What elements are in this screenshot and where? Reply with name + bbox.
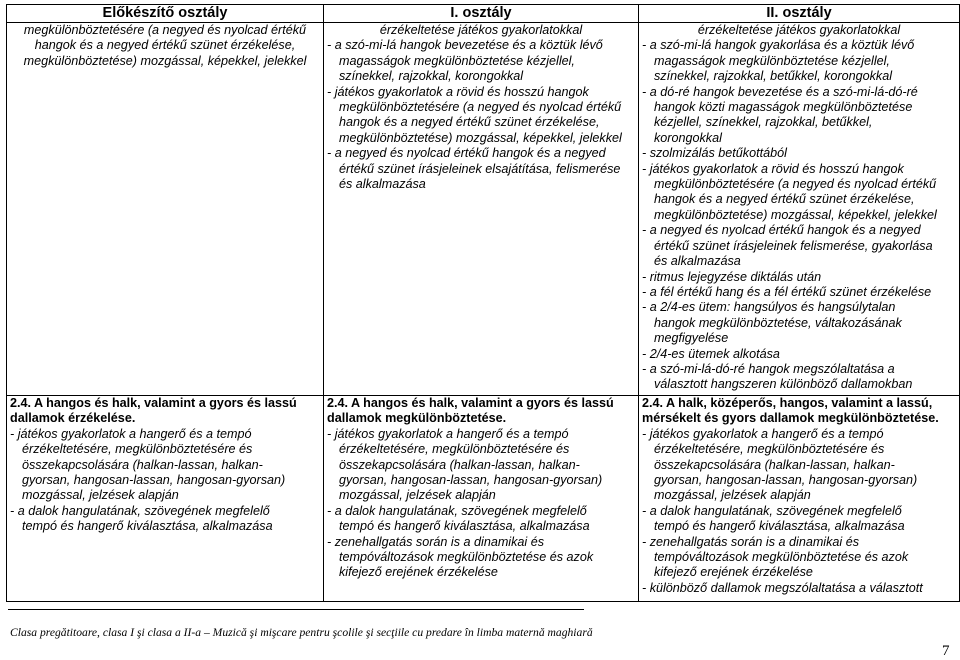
row2-col1 (7, 396, 324, 602)
text-line: korongokkal (654, 130, 722, 145)
text-line: - zenehallgatás során is a dinamikai és (642, 534, 860, 549)
header-preparatory: Előkészítő osztály (7, 5, 324, 23)
text-line: - játékos gyakorlatok a hangerő és a tempó (642, 426, 884, 441)
text-line: összekapcsolására (halkan-lassan, halkan- (339, 457, 580, 472)
text-line: hangok és a negyed értékű szünet érzékelése, (339, 115, 600, 130)
text-line: gyorsan, hangosan-lassan, hangosan-gyorsan) (339, 473, 603, 488)
text-line: és alkalmazása (339, 177, 426, 192)
text-line: gyorsan, hangosan-lassan, hangosan-gyorsan) (22, 473, 286, 488)
text-line: gyorsan, hangosan-lassan, hangosan-gyorsan) (654, 473, 918, 488)
text-line: - a 2/4-es ütem: hangsúlyos és hangsúlytalan (642, 300, 896, 315)
text-line: - játékos gyakorlatok a hangerő és a tempó (10, 426, 252, 441)
text-line: - zenehallgatás során is a dinamikai és (327, 534, 545, 549)
text-line: hangok és a negyed értékű szünet érzékelése, (654, 192, 915, 207)
text-line: érzékeltetésére, megkülönböztetésére és (654, 442, 885, 457)
text-line: érzékeltetésére, megkülönböztetésére és (22, 442, 253, 457)
row2-col2 (324, 396, 639, 602)
section-heading: 2.4. A halk, középerős, hangos, valamint a lassú, (642, 396, 933, 410)
text-line: kifejező erejének érzékelése (654, 565, 813, 580)
text-line: tempó és hangerő kiválasztása, alkalmazása (339, 519, 590, 534)
text-line: mozgással, jelzések alapján (22, 488, 179, 503)
section-heading: dallamok érzékelése. (10, 411, 136, 426)
text-line: - a szó-mi-lá-dó-ré hangok megszólaltatása a (642, 361, 895, 376)
section-heading: 2.4. A hangos és halk, valamint a gyors és lassú (10, 396, 297, 410)
text-line: - a dalok hangulatának, szövegének megfelelő (327, 503, 587, 518)
text-line: érzékeltetése játékos gyakorlatokkal (697, 23, 901, 37)
text-line: - a dalok hangulatának, szövegének megfelelő (10, 503, 270, 518)
text-line: és alkalmazása (654, 254, 741, 269)
header-row (7, 5, 960, 23)
text-line: értékű szünet írásjeleinek felismerése, gyakorlása (654, 238, 933, 253)
text-line: érzékeltetésére, megkülönböztetésére és (339, 442, 570, 457)
content-row-1 (7, 23, 960, 396)
text-line: hangok megkülönböztetése, váltakozásának (654, 315, 902, 330)
text-line: kifejező erejének érzékelése (339, 565, 498, 580)
text-line: összekapcsolására (halkan-lassan, halkan- (654, 457, 895, 472)
text-line: tempóváltozások megkülönböztetése és azok (654, 550, 909, 565)
text-line: hangok és a negyed értékű szünet érzékelése, (34, 38, 296, 53)
text-line: megkülönböztetése) mozgással, képekkel, jelekkel (23, 53, 307, 68)
section-heading: 2.4. A hangos és halk, valamint a gyors és lassú (327, 396, 614, 410)
text-line: megkülönböztetésére (a negyed és nyolcad értékű (23, 23, 307, 37)
text-line: - játékos gyakorlatok a rövid és hosszú hangok (327, 84, 589, 99)
text-line: megkülönböztetésére (a negyed és nyolcad értékű (654, 177, 937, 192)
text-line: megkülönböztetése) mozgással, képekkel, jelekkel (654, 207, 937, 222)
content-row-2 (7, 396, 960, 602)
section-heading: dallamok megkülönböztetése. (327, 411, 507, 426)
row1-col2 (324, 23, 639, 396)
text-line: érzékeltetése játékos gyakorlatokkal (379, 23, 583, 37)
text-line: hangok közti magasságok megkülönböztetése (654, 100, 913, 115)
row2-col3 (639, 396, 960, 602)
text-line: magasságok megkülönböztetése kézjellel, (654, 53, 890, 68)
page-number: 7 (942, 643, 950, 659)
section-heading: mérsékelt és gyors dallamok megkülönböztetése. (642, 411, 939, 426)
text-line: tempó és hangerő kiválasztása, alkalmazása (654, 519, 905, 534)
text-line: színekkel, rajzokkal, korongokkal (339, 69, 524, 84)
row1-col1 (7, 23, 324, 396)
text-line: - játékos gyakorlatok a rövid és hosszú hangok (642, 161, 904, 176)
text-line: - ritmus lejegyzése diktálás után (642, 269, 822, 284)
text-line: - a negyed és nyolcad értékű hangok és a negyed (642, 223, 921, 238)
text-line: - a szó-mi-lá hangok bevezetése és a köztük lévő (327, 38, 603, 53)
text-line: összekapcsolására (halkan-lassan, halkan- (22, 457, 263, 472)
text-line: megkülönböztetésére (a negyed és nyolcad értékű (339, 100, 622, 115)
text-line: színekkel, rajzokkal, betűkkel, korongokkal (654, 69, 892, 84)
header-grade-1: I. osztály (324, 5, 639, 23)
text-line: - a dalok hangulatának, szövegének megfelelő (642, 503, 902, 518)
text-line: - a fél értékű hang és a fél értékű szünet érzékelése (642, 284, 932, 299)
text-line: mozgással, jelzések alapján (339, 488, 496, 503)
text-line: megfigyelése (654, 331, 729, 346)
text-line: - játékos gyakorlatok a hangerő és a tempó (327, 426, 569, 441)
text-line: tempóváltozások megkülönböztetése és azok (339, 550, 594, 565)
text-line: - a szó-mi-lá hangok gyakorlása és a köztük lévő (642, 38, 915, 53)
text-line: kézjellel, színekkel, rajzokkal, betűkkel, (654, 115, 873, 130)
text-line: értékű szünet írásjeleinek elsajátítása, felismerése (339, 161, 621, 176)
text-line: - a dó-ré hangok bevezetése és a szó-mi-lá-dó-ré (642, 84, 918, 99)
text-line: tempó és hangerő kiválasztása, alkalmazása (22, 519, 273, 534)
text-line: - szolmizálás betűkottából (642, 146, 787, 161)
text-line: - különböző dallamok megszólaltatása a választott (642, 580, 923, 595)
header-grade-2: II. osztály (639, 5, 960, 23)
text-line: mozgással, jelzések alapján (654, 488, 811, 503)
footer-note: Clasa pregătitoare, clasa I şi clasa a II-a – Muzică şi mişcare pentru şcolile şi secţiile cu predare în limba maternă maghiară (10, 626, 593, 639)
text-line: választott hangszeren különböző dallamokban (654, 377, 913, 392)
footer-divider (8, 609, 584, 610)
row1-col3 (639, 23, 960, 396)
text-line: magasságok megkülönböztetése kézjellel, (339, 53, 575, 68)
text-line: megkülönböztetése) mozgással, képekkel, jelekkel (339, 130, 622, 145)
text-line: - 2/4-es ütemek alkotása (642, 346, 780, 361)
text-line: - a negyed és nyolcad értékű hangok és a negyed (327, 146, 606, 161)
curriculum-table (6, 4, 960, 602)
